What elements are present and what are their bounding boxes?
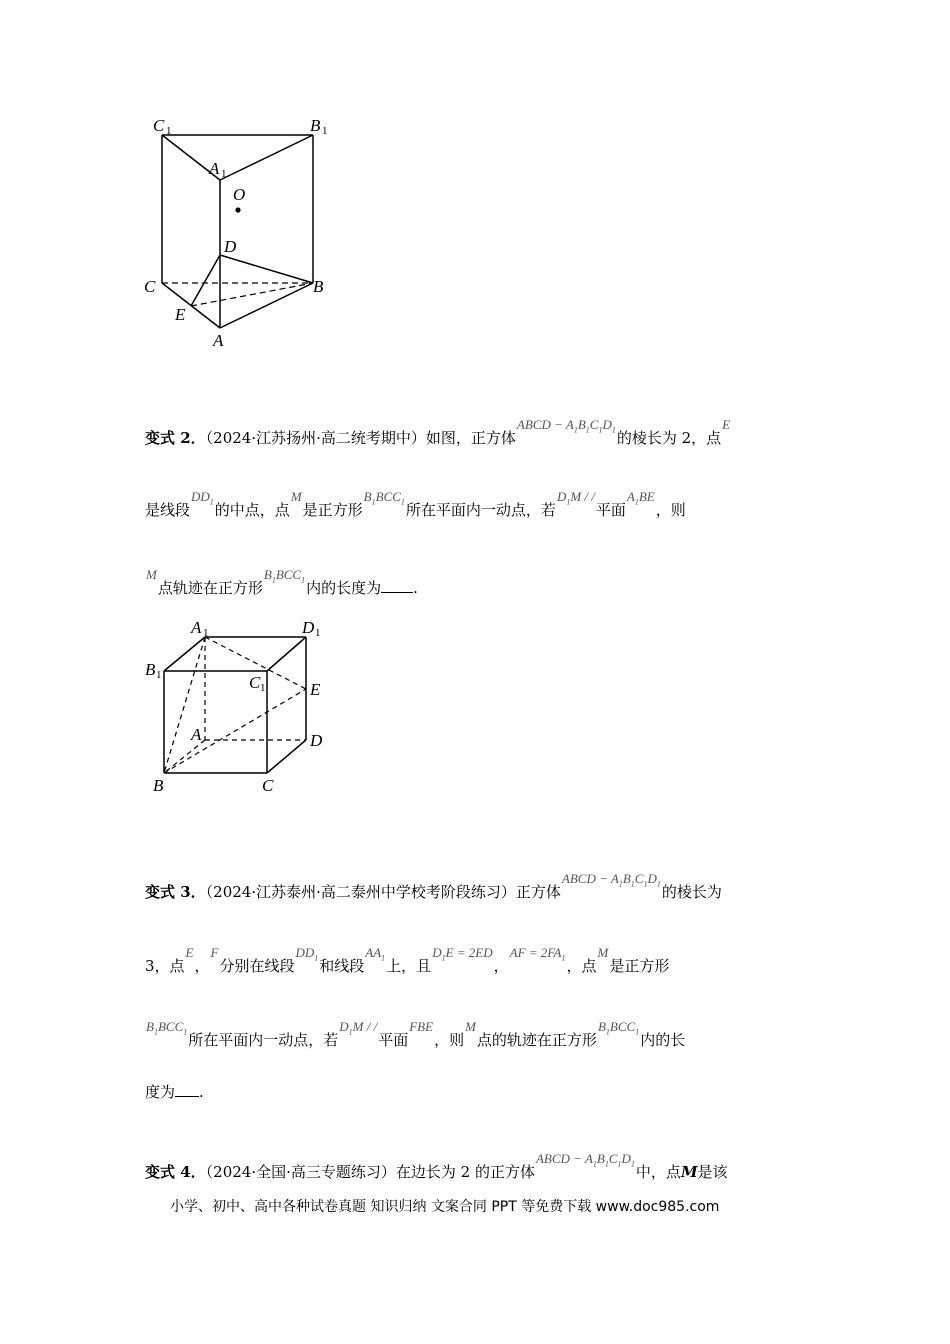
label-c1: C: [249, 673, 261, 692]
center-point-o: [235, 207, 240, 212]
svg-text:1: 1: [166, 125, 172, 137]
label-e: E: [310, 680, 321, 699]
v3-line4: 度为 .: [145, 1083, 204, 1101]
answer-blank: [381, 578, 413, 593]
label-c1: C: [153, 116, 165, 135]
svg-text:1: 1: [203, 627, 209, 639]
v3-line2: 3，点E，F分别在线段$DD_1$和线段$AA_1$上，且$D_1E = 2ED$，AF = $2FA_1$，点M是正方形: [145, 945, 670, 975]
label-a1: A: [209, 159, 220, 178]
label-b: B: [313, 277, 324, 296]
label-o: O: [233, 185, 246, 204]
v3-line1: 变式 3．（2024·江苏泰州·高二泰州中学校考阶段练习）正方体ABCD − $A_1B_1C_1D_1$的棱长为: [145, 871, 722, 901]
label-b1: B: [145, 660, 156, 679]
v2-line1: 变式 2．（2024·江苏扬州·高二统考期中）如图，正方体ABCD − $A_1B_1C_1D_1$的棱长为 2，点E: [145, 417, 731, 447]
v3-line3: $B_1BCC_1$所在平面内一动点，若$D_1M$ / /平面FBE，则M点的轨迹在正方形$B_1BCC_1$内的长: [146, 1019, 686, 1049]
svg-text:1: 1: [322, 125, 328, 137]
label-b1: B: [310, 116, 321, 135]
label-e: E: [175, 305, 186, 324]
label-d: D: [310, 731, 323, 750]
label-c: C: [144, 277, 156, 296]
label-d1: D: [302, 618, 315, 637]
svg-text:1: 1: [156, 669, 162, 681]
v2-line2: 是线段$DD_1$的中点，点M是正方形$B_1BCC_1$所在平面内一动点，若$D_1M$ / /平面$A_1BE$，则: [145, 489, 686, 519]
label-a: A: [191, 725, 202, 744]
footer-banner: 小学、初中、高中各种试卷真题 知识归纳 文案合同 PPT 等免费下载 www.doc985.com: [170, 1199, 720, 1215]
v4-line1: 变式 4．（2024·全国·高三专题练习）在边长为 2 的正方体ABCD − $A_1B_1C_1D_1$中，点M是该: [145, 1151, 728, 1181]
label-a1: A: [191, 618, 202, 637]
v2-line3: M点轨迹在正方形$B_1BCC_1$内的长度为 .: [146, 567, 418, 597]
svg-text:1: 1: [260, 682, 266, 694]
svg-text:1: 1: [221, 168, 227, 180]
label-c: C: [262, 776, 274, 795]
answer-blank: [175, 1082, 199, 1097]
svg-text:1: 1: [315, 627, 321, 639]
label-b: B: [153, 776, 164, 795]
label-d: D: [224, 237, 237, 256]
cube-figure: [140, 612, 340, 802]
label-a: A: [213, 331, 224, 350]
prism-figure: [130, 105, 350, 355]
